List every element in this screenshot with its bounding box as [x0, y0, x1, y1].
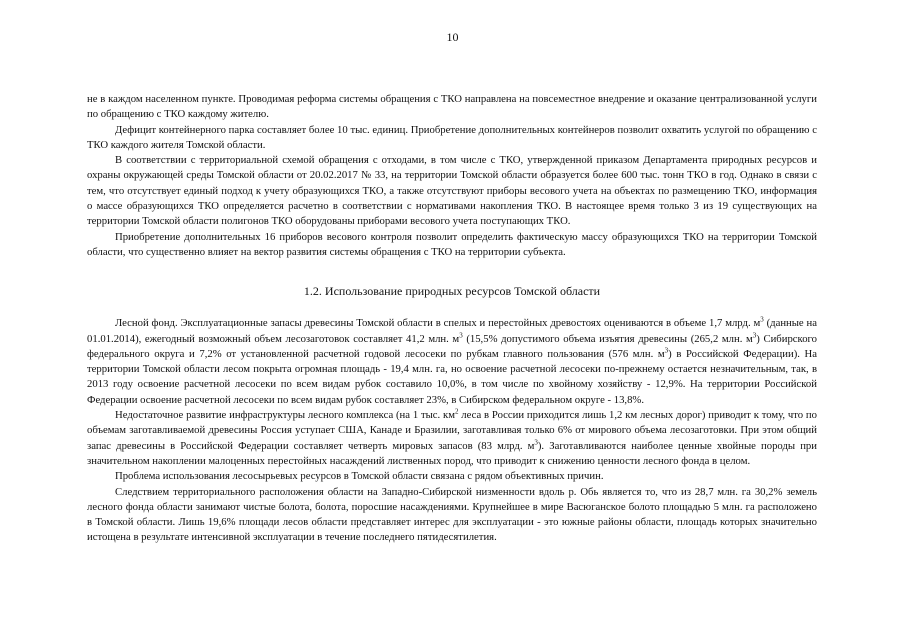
- text-fragment: (15,5% допустимого объема изъятия древесины (265,2 млн. м: [462, 332, 753, 345]
- document-body: [87, 92, 817, 546]
- text-fragment: Лесной фонд. Эксплуатационные запасы древесины Томской области в спелых и перестойных древостоях оцениваются в объеме 1,7 млрд. м: [115, 317, 761, 330]
- paragraph-forest-fund: [87, 316, 817, 408]
- paragraph-swamps: Следствием территориального расположения области на Западно-Сибирской низменности вдоль р. Обь является то, что из 28,7 млн. га 30,2% земель лесного фонда области занимают чистые болота, болота, поросшие насаждениями. Крупнейшее в мире Васюганское болото площадью 5 млн. га расположено в Томской области. Лишь 19,6% площади лесов области представляет интерес для эксплуатации - это южные районы области, площадь которых значительно истощена в результате интенсивной эксплуатации в течение последнего пятидесятилетия.: [87, 485, 817, 544]
- superscript: 3: [760, 315, 764, 324]
- paragraph-weighing-devices: Приобретение дополнительных 16 приборов весового контроля позволит определить фактическую массу образующихся ТКО на территории Томской области, что существенно влияет на вектор развития системы обращения с ТКО на территории субъекта.: [87, 230, 817, 258]
- page-number: 10: [446, 30, 459, 44]
- paragraph-problem: Проблема использования лесосырьевых ресурсов в Томской области связана с рядом объективных причин.: [115, 470, 604, 483]
- superscript: 3: [752, 331, 757, 339]
- text-fragment: (данные на 01.01.2014), ежегодный возможный объем лесозаготовок составляет 41,2 млн. м: [87, 317, 817, 345]
- paragraph-infrastructure: [87, 408, 817, 469]
- section-heading: 1.2. Использование природных ресурсов Томской области: [303, 284, 601, 299]
- superscript: 2: [454, 407, 459, 416]
- paragraph-territorial-scheme: В соответствии с территориальной схемой обращения с отходами, в том числе с ТКО, утвержденной приказом Департамента природных ресурсов и охраны окружающей среды Томской области от 20.02.2017 № 33, на территории Томской области образуется более 600 тыс. тонн ТКО в год. Однако в связи с тем, что отсутствует единый подход к учету образующихся ТКО, а также отсутствуют приборы весового учета на объектах по размещению ТКО, информация о массе образующихся ТКО определяется расчетно в соответствии с нормативами накопления ТКО. В настоящее время только 3 из 19 существующих на территории Томской области полигонов ТКО оборудованы приборами весового учета поступающих ТКО.: [87, 154, 817, 228]
- text-fragment: леса в России приходится лишь 1,2 км лесных дорог) приводит к тому, что по объемам заготавливаемой древесины Россия уступает США, Канаде и Бразилии, заготавливая только 6% от мирового объема лесозаготовки. При этом общий запас древесины в Российской Федерации составляет четверть мировых запасов (83 млрд. м: [87, 409, 817, 452]
- text-fragment: ) в Российской Федерации). На территории Томской области лесом покрыта огромная площадь - 19,4 млн. га, но освоение расчетной лесосеки по-прежнему остается незначительным, так, в 2013 году освоение расчетной лесосеки по всем видам рубок составило 10,0%, в том числе по хвойному хозяйству - 12,9%. На территории Российской Федерации освоение расчетной лесосеки по всем видам рубок составляет 23%, в Сибирском федеральном округе - 13,8%.: [87, 347, 817, 406]
- text-fragment: Недостаточное развитие инфраструктуры лесного комплекса (на 1 тыс. км: [115, 409, 455, 422]
- superscript: 3: [534, 438, 538, 447]
- text-fragment: ). Заготавливаются наиболее ценные хвойные породы при значительном накоплении малоценных перестойных насаждений лиственных пород, что приводит к снижению ценности лесного фонда в целом.: [87, 439, 817, 467]
- superscript: 3: [459, 331, 463, 339]
- text-fragment: ) Сибирского федерального округа и 7,2% от установленной расчетной годовой лесосеки по рубкам главного пользования (576 млн. м: [87, 332, 817, 360]
- paragraph-continuation: не в каждом населенном пункте. Проводимая реформа системы обращения с ТКО направлена на повсеместное внедрение и оказание централизованной услуги по обращению с ТКО каждому жителю.: [87, 93, 817, 121]
- paragraph-container-deficit: Дефицит контейнерного парка составляет более 10 тыс. единиц. Приобретение дополнительных контейнеров позволит охватить услугой по обращению с ТКО каждого жителя Томской области.: [87, 123, 817, 151]
- superscript: 3: [664, 346, 669, 355]
